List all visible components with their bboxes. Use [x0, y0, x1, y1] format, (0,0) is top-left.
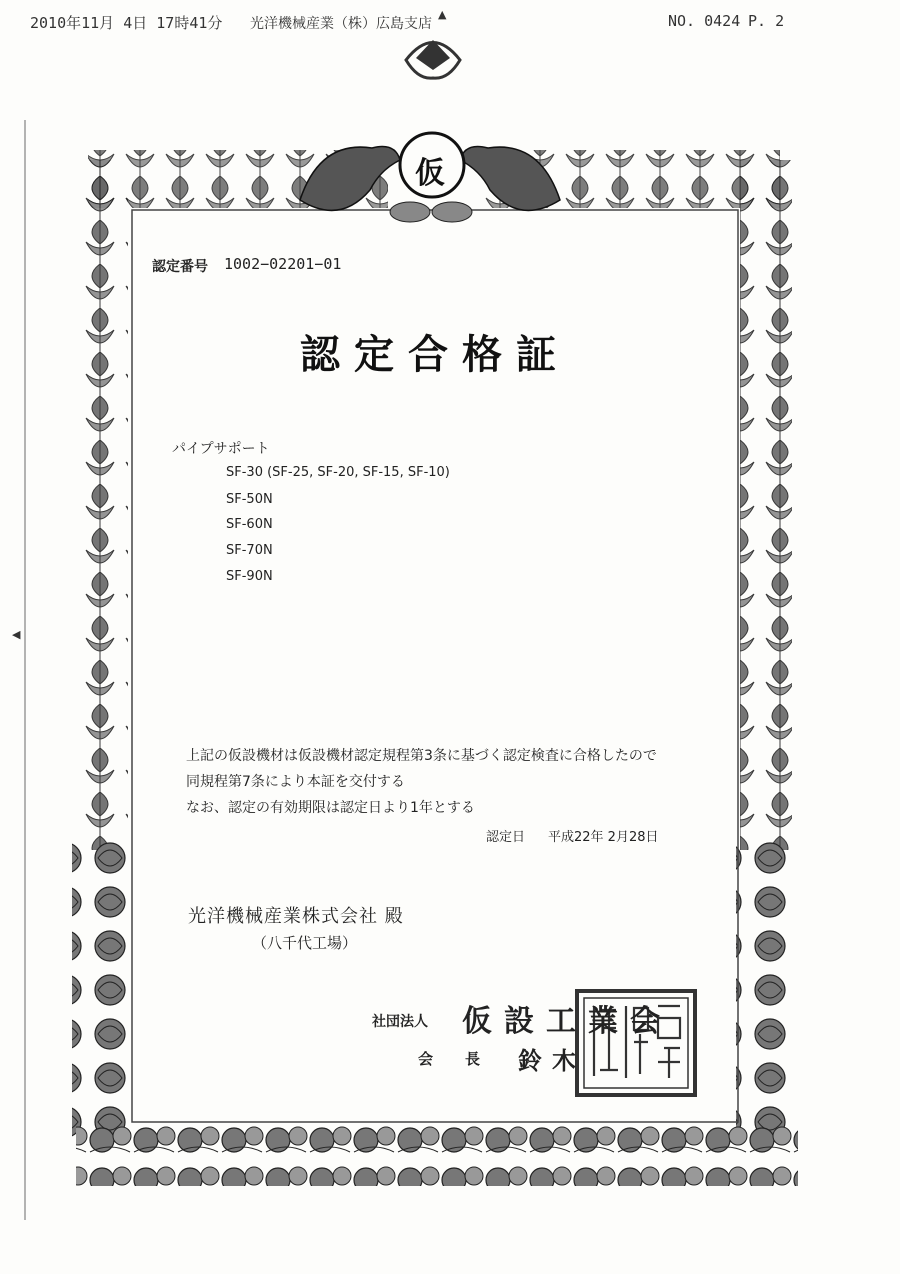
recipient-plant: （八千代工場） [252, 934, 358, 952]
left-margin-marker-icon: ◀ [12, 628, 21, 641]
model-item: SF-70N [226, 543, 273, 558]
cert-number-label: 認定番号 [152, 259, 208, 275]
chairman-title: 会長 [418, 1050, 513, 1068]
cert-date-label: 認定日 [486, 830, 526, 845]
model-item: SF-50N [226, 492, 273, 507]
model-item: SF-30 (SF-25, SF-20, SF-15, SF-10) [226, 465, 450, 480]
fax-datetime: 2010年11月 4日 17時41分 [30, 14, 223, 32]
model-item: SF-60N [226, 517, 273, 532]
cert-date: 平成22年 2月28日 [548, 830, 659, 845]
fax-page: P. 2 [748, 12, 785, 30]
page-title: 認定合格証 [300, 331, 570, 378]
center-emblem-char: 仮 [415, 156, 445, 191]
model-item: SF-90N [226, 569, 273, 584]
chairman-name: 鈴木 [518, 1046, 586, 1075]
cert-number: 1002−02201−01 [224, 255, 342, 273]
product-category: パイプサポート [172, 441, 270, 457]
body-line: なお、認定の有効期限は認定日より1年とする [186, 800, 475, 816]
issuer-name: 仮設工業会 [462, 1004, 672, 1039]
body-line: 上記の仮設機材は仮設機材認定規程第3条に基づく認定検査に合格したので [186, 748, 657, 764]
border-bottom-band [76, 1120, 798, 1186]
recipient-name: 光洋機械産業株式会社 殿 [188, 906, 404, 927]
body-line: 同規程第7条により本証を交付する [186, 774, 405, 790]
border-right-lower [736, 840, 798, 1150]
border-right-vine [740, 160, 792, 850]
issuer-type: 社団法人 [372, 1014, 428, 1030]
fax-sender: 光洋機械産業（株）広島支店 [250, 16, 432, 32]
border-left-vine [76, 160, 128, 850]
fax-number: NO. 0424 [668, 12, 741, 30]
fax-marker-icon: ▲ [438, 8, 447, 21]
border-left-lower [72, 840, 134, 1150]
